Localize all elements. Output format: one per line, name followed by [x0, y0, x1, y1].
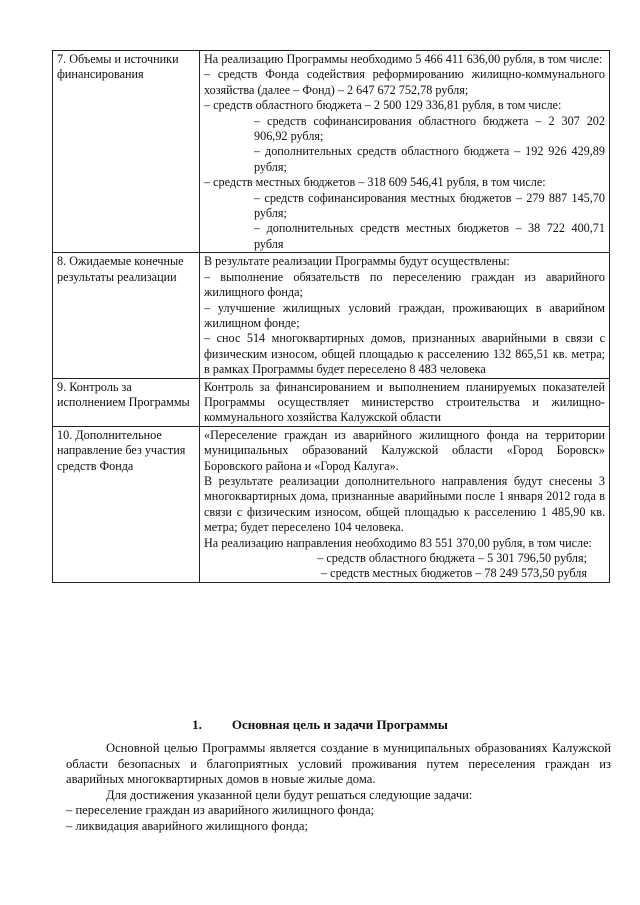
content-line: – средств местных бюджетов – 318 609 546,41 рубля, в том числе:: [204, 175, 546, 190]
content-line: На реализацию направления необходимо 83 551 370,00 рубля, в том числе:: [204, 535, 592, 550]
content-line: – дополнительных средств местных бюджетов – 38 722 400,71 рубля: [254, 221, 605, 251]
table-row: [53, 426, 610, 582]
content-line: – выполнение обязательств по переселению граждан из аварийного жилищного фонда;: [204, 269, 605, 300]
content-line: – средств софинансирования местных бюджетов – 279 887 145,70 рубля;: [254, 190, 605, 221]
list-item: – ликвидация аварийного жилищного фонда;: [66, 818, 308, 833]
section-body: [66, 741, 611, 834]
content-line: – средств областного бюджета – 5 301 796,50 рубля;: [317, 551, 587, 565]
content-line: Контроль за финансированием и выполнением планируемых показателей Программы осуществляет министерство строительства и жилищно-коммунального хозяйства Калужской области: [204, 379, 605, 425]
section-number: 1.: [192, 717, 202, 732]
content-line: – средств Фонда содействия реформированию жилищно-коммунального хозяйства (далее – Фонд) – 2 647 672 752,78 рубля;: [204, 67, 605, 97]
row-content: [200, 253, 610, 378]
table-row: [53, 253, 610, 378]
row-label: 9. Контроль за исполнением Программы: [53, 378, 200, 426]
paragraph: Для достижения указанной цели будут решаться следующие задачи:: [106, 787, 473, 802]
section-title: Основная цель и задачи Программы: [231, 717, 448, 732]
content-line: – улучшение жилищных условий граждан, проживающих в аварийном жилищном фонде;: [204, 300, 605, 330]
row-label: 8. Ожидаемые конечные результаты реализации: [53, 253, 200, 378]
row-label: 10. Дополнительное направление без участия средств Фонда: [53, 426, 200, 582]
content-line: – средств софинансирования областного бюджета – 2 307 202 906,92 рубля;: [254, 113, 605, 144]
content-line: «Переселение граждан из аварийного жилищного фонда на территории муниципальных образований Калужской области «Город Боровск» Боровского района и «Город Калуга».: [204, 427, 605, 473]
paragraph: Основной целью Программы является создание в муниципальных образованиях Калужской области безопасных и благоприятных условий проживания путем переселения граждан из аварийных многоквартирных домов в новые жилые дома.: [66, 741, 611, 786]
content-line: – средств местных бюджетов – 78 249 573,50 рубля: [321, 566, 587, 581]
section-heading: [0, 717, 640, 733]
row-label: 7. Объемы и источники финансирования: [53, 51, 200, 253]
content-line: – средств областного бюджета – 2 500 129 336,81 рубля, в том числе:: [204, 98, 562, 113]
content-line: На реализацию Программы необходимо 5 466 411 636,00 рубля, в том числе:: [204, 52, 603, 66]
table-row: [53, 378, 610, 426]
table-row: [53, 51, 610, 253]
list-item: – переселение граждан из аварийного жилищного фонда;: [66, 803, 375, 817]
row-content: [200, 426, 610, 582]
content-line: – снос 514 многоквартирных домов, признанных аварийными в связи с физическим износом, общей площадью к расселению 132 865,51 кв. метра; в рамках Программы будет переселено 8 483 человека: [204, 331, 605, 377]
content-line: В результате реализации дополнительного направления будут снесены 3 многоквартирных дома, признанные аварийными после 1 января 2012 года в связи с физическим износом, общей площадью к расселению 1 485,90 кв. метра; будет переселено 104 человека.: [204, 473, 605, 535]
content-line: – дополнительных средств областного бюджета – 192 926 429,89 рубля;: [254, 144, 605, 174]
program-passport-table: [52, 50, 610, 583]
content-line: В результате реализации Программы будут осуществлены:: [204, 254, 510, 269]
row-content: [200, 378, 610, 426]
row-content: [200, 51, 610, 253]
